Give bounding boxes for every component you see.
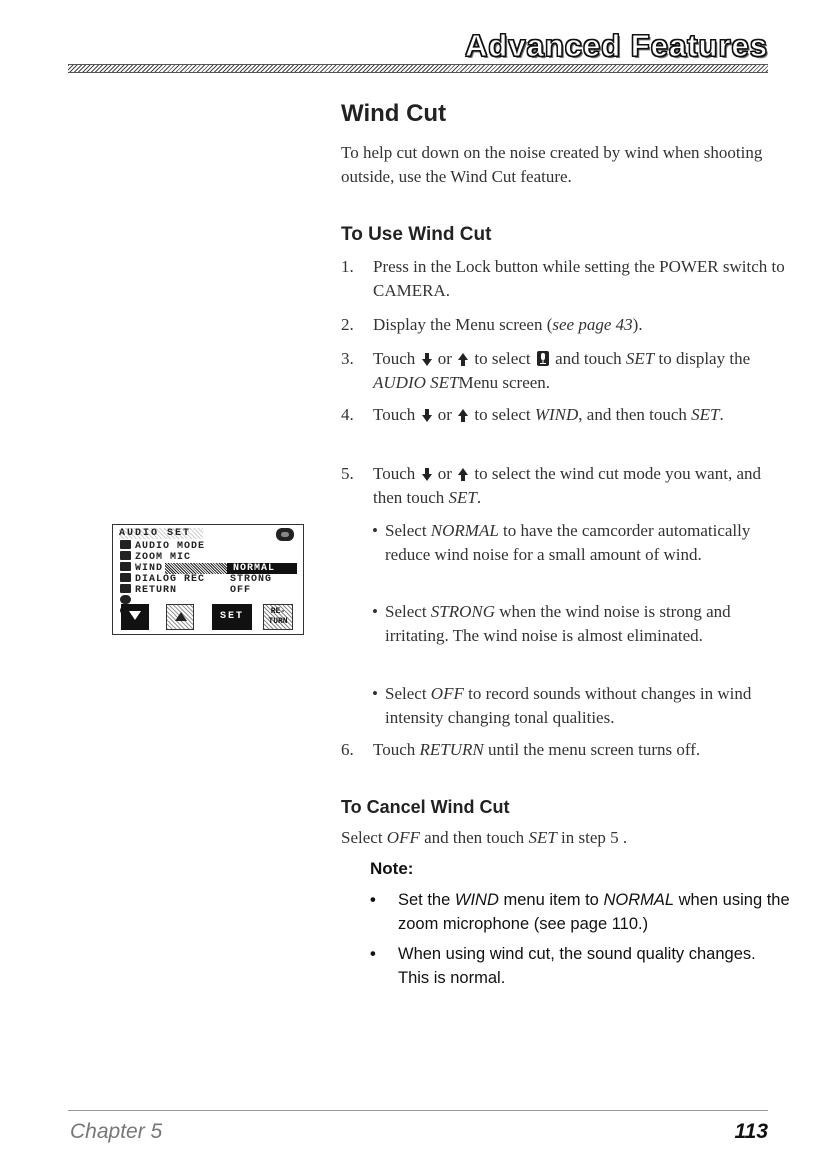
step-number: 1. bbox=[341, 257, 354, 276]
camera-icon bbox=[120, 540, 131, 549]
step-2 bbox=[341, 313, 791, 337]
cancel-heading: To Cancel Wind Cut bbox=[341, 797, 510, 817]
bullet-text: Select OFF to record sounds without changes in wind intensity changing tonal qualities. bbox=[385, 684, 752, 727]
menu-item: WIND bbox=[534, 405, 579, 424]
step-text: Touch or to select the wind cut mode you want, and then touch SET. bbox=[373, 464, 761, 507]
step-text: Display the Menu screen (see page 43). bbox=[373, 315, 643, 334]
bullet-normal bbox=[372, 519, 792, 567]
screen-return-button: RE- TURN bbox=[263, 604, 293, 630]
step-text: Press in the Lock button while setting the POWER switch to CAMERA. bbox=[373, 257, 785, 300]
screen-row-audio-mode: AUDIO MODE bbox=[135, 541, 206, 552]
bullet-dot: • bbox=[370, 891, 376, 909]
page-reference: see page 43 bbox=[552, 315, 633, 334]
bullet-text: Select STRONG when the wind noise is strong and irritating. The wind noise is almost eliminated. bbox=[385, 602, 731, 645]
bullet-dot: • bbox=[372, 521, 378, 540]
screen-value-normal: NORMAL bbox=[227, 563, 297, 574]
page-number: 113 bbox=[734, 1120, 768, 1143]
step-number: 5. bbox=[341, 464, 354, 483]
screen-value-off: OFF bbox=[230, 585, 252, 596]
screen-up-button bbox=[166, 604, 194, 630]
set-button-ref: SET bbox=[448, 488, 477, 507]
screen-down-button bbox=[121, 604, 149, 630]
screen-row-dialog-rec: DIALOG REC STRONG bbox=[135, 574, 273, 585]
step-1 bbox=[341, 255, 791, 303]
use-heading: To Use Wind Cut bbox=[341, 224, 492, 245]
page-header-title: Advanced Features bbox=[465, 28, 768, 63]
microphone-icon bbox=[120, 551, 131, 560]
cancel-text: Select OFF and then touch SET in step 5 . bbox=[341, 828, 628, 847]
display-icon bbox=[120, 562, 131, 571]
note-text: When using wind cut, the sound quality changes. This is normal. bbox=[398, 945, 756, 987]
screen-set-button: SET bbox=[212, 604, 252, 630]
bullet-dot: • bbox=[372, 684, 378, 703]
up-arrow-icon bbox=[458, 409, 468, 422]
step-6 bbox=[341, 738, 791, 762]
step-number: 4. bbox=[341, 405, 354, 424]
step-4 bbox=[341, 403, 791, 427]
step-5 bbox=[341, 462, 791, 510]
step-text: Touch or to select and touch SET to display the AUDIO SETMenu screen. bbox=[373, 349, 751, 392]
menu-name: AUDIO SET bbox=[373, 373, 459, 392]
screen-mode-badge-icon bbox=[276, 528, 294, 541]
note-bullet-1 bbox=[370, 888, 790, 936]
bullet-off bbox=[372, 682, 792, 730]
set-button-ref: SET bbox=[625, 349, 655, 368]
down-arrow-icon bbox=[422, 409, 432, 422]
section-title: Wind Cut bbox=[341, 100, 447, 127]
bullet-strong bbox=[372, 600, 792, 648]
bullet-text: Select NORMAL to have the camcorder automatically reduce wind noise for a small amount of wind. bbox=[385, 521, 751, 564]
step-number: 6. bbox=[341, 740, 354, 759]
record-icon bbox=[120, 573, 131, 582]
step-text: Touch RETURN until the menu screen turns off. bbox=[373, 740, 701, 759]
step-text: Touch or to select WIND, and then touch SET. bbox=[373, 405, 724, 424]
camcorder-menu-screen bbox=[112, 524, 304, 635]
note-bullet-2 bbox=[370, 942, 790, 990]
step-3 bbox=[341, 347, 791, 395]
down-arrow-icon bbox=[422, 468, 432, 481]
header-rule bbox=[68, 64, 768, 73]
step-number: 2. bbox=[341, 315, 354, 334]
footer-rule bbox=[68, 1110, 768, 1111]
screen-row-wind: WIND bbox=[133, 563, 297, 574]
up-arrow-icon bbox=[458, 353, 468, 366]
footer-chapter: Chapter 5 bbox=[70, 1120, 163, 1143]
step-number: 3. bbox=[341, 349, 354, 368]
section-intro: To help cut down on the noise created by wind when shooting outside, use the Wind Cut feature. bbox=[341, 143, 763, 186]
screen-row-zoom-mic: ZOOM MIC bbox=[135, 552, 192, 563]
screen-title: AUDIO SET bbox=[119, 528, 203, 539]
screen-value-strong: STRONG bbox=[230, 574, 273, 585]
bullet-dot: • bbox=[372, 602, 378, 621]
setup-icon bbox=[120, 595, 131, 604]
microphone-icon bbox=[537, 351, 549, 366]
note-text: Set the WIND menu item to NORMAL when using the zoom microphone (see page 110.) bbox=[398, 891, 790, 933]
set-button-ref: SET bbox=[691, 405, 720, 424]
screen-row-return: RETURN OFF bbox=[135, 585, 252, 596]
memory-icon bbox=[120, 584, 131, 593]
bullet-dot: • bbox=[370, 945, 376, 963]
note-label: Note: bbox=[370, 859, 414, 878]
down-arrow-icon bbox=[422, 353, 432, 366]
up-arrow-icon bbox=[458, 468, 468, 481]
